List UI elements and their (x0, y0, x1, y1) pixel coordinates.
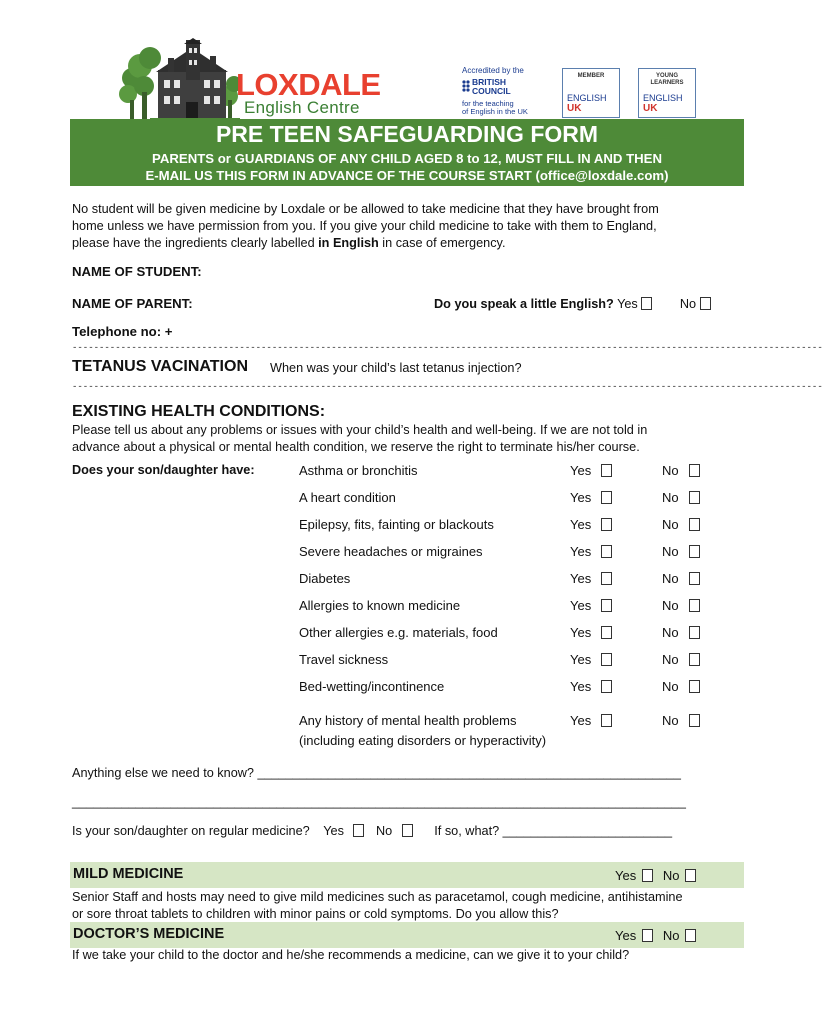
telephone-label: Telephone no: + (72, 324, 173, 339)
english-uk-young-learners-badge: YOUNG LEARNERS ENGLISH UK (638, 68, 696, 118)
condition-no-checkbox[interactable] (689, 491, 700, 504)
anything-else-field[interactable]: Anything else we need to know? ____________________________________________________________ (72, 766, 681, 780)
condition-yes-checkbox[interactable] (601, 653, 612, 666)
british-council-dots-icon (462, 80, 470, 94)
brand-name: LOXDALE (236, 67, 381, 102)
condition-yes-checkbox[interactable] (601, 464, 612, 477)
condition-yes-checkbox[interactable] (601, 518, 612, 531)
condition-yes-checkbox[interactable] (601, 572, 612, 585)
condition-no-checkbox[interactable] (689, 518, 700, 531)
british-council-name: BRITISH COUNCIL (472, 77, 511, 96)
regular-medicine-question: Is your son/daughter on regular medicine? Yes No If so, what? ________________________ (72, 824, 673, 838)
regular-medicine-no-checkbox[interactable] (402, 824, 413, 837)
regular-medicine-yes-checkbox[interactable] (353, 824, 364, 837)
medicine-policy-paragraph: No student will be given medicine by Loxdale or be allowed to take medicine that they have brought from home unless we have permission from you. If you give your child medicine to take with them to England, please have the ingredients clearly labelled in English in case of emergency. (72, 202, 659, 250)
mild-medicine-label: MILD MEDICINE (73, 866, 184, 882)
mild-medicine-paragraph: Senior Staff and hosts may need to give mild medicines such as paracetamol, cough medicine, antihistamine or sore throat tablets to children with minor pains or cold symptoms. Do you allow this? (72, 890, 683, 921)
condition-yes-checkbox[interactable] (601, 626, 612, 639)
mild-medicine-bar: MILD MEDICINE Yes No (70, 862, 744, 888)
condition-yes-checkbox[interactable] (601, 680, 612, 693)
loxdale-logo (120, 38, 380, 122)
speak-english-no-checkbox[interactable] (700, 297, 711, 310)
mental-health-note: (including eating disorders or hyperactivity) (299, 733, 547, 748)
form-instructions: PARENTS or GUARDIANS OF ANY CHILD AGED 8 to 12, MUST FILL IN AND THEN E-MAIL US THIS FORM IN ADVANCE OF THE COURSE START (office@loxdale.com) (145, 151, 669, 183)
condition-no-checkbox[interactable] (689, 680, 700, 693)
brand-subtitle: English Centre (244, 98, 360, 117)
doctors-medicine-bar: DOCTOR’S MEDICINE Yes No (70, 922, 744, 948)
safeguarding-form-page: LOXDALE English Centre Accredited by the BRITISH COUNCIL for the teaching of English in the UK MEMBER ENGLISH UK YOUNG LEARNERS ENGLISH UK PRE TEEN SAFEGUARDING FORM PARENTS or GUARDIANS OF ANY CHILD AGED 8 to 12, MUST FILL IN AND THEN E-MAIL US THIS FORM IN ADVANCE OF THE COURSE START (office@loxdale.com) No student will be given medicine by Loxdale or be allowed to take medicine that they have brought from home unless we have permission from you. If you give your child medicine to take with them to England, please have the ingredients clearly labelled in English in case of emergency. NAME OF STUDENT: NAME OF PARENT: Do you speak a little English? Yes No Telephone no: + ------------------------------------------------------------------------------------------------------------------------------------------- TETANUS VACINATION When was your child’s last tetanus injection? ------------------------------------------------------------------------------------------------------------------------------------------- EXISTING HEALTH CONDITIONS: Please tell us about any problems or issues with your child’s health and well-being. If we are not told in advance about a physical or mental health condition, we reserve the right to terminate his/her course. Does your son/daughter have: Asthma or bronchitis Yes No A heart condition Yes No Epilepsy, fits, fainting or blackouts Yes No Severe headaches or migraines Yes No Diabetes Yes No Allergies to known medicine Yes No Other allergies e.g. materials, food Yes No Travel sickness Yes No Bed-wetting/incontinence Yes No Any history of mental health problems (including eating disorders or hyperactivity) Yes No Anything else we need to know? ____________________________________________________________ _______________________________________________________________________________________ Is your son/daughter on regular medicine? Yes No If so, what? ________________________ MILD MEDICINE Yes No Senior Staff and hosts may need to give mild medicines such as paracetamol, cough medicine, antihistamine or sore throat tablets to children with minor pains or cold symptoms. Do you allow this? DOCTOR’S MEDICINE Yes No If we take your child to the doctor and he/she recommends a medicine, can we give it to your child? (0, 0, 770, 1024)
mild-medicine-yes-checkbox[interactable] (642, 869, 653, 882)
doctors-medicine-yes-checkbox[interactable] (642, 929, 653, 942)
condition-yes-checkbox[interactable] (601, 714, 612, 727)
condition-no-checkbox[interactable] (689, 572, 700, 585)
parent-name-label: NAME OF PARENT: (72, 296, 193, 311)
doctors-medicine-no-checkbox[interactable] (685, 929, 696, 942)
condition-no-checkbox[interactable] (689, 714, 700, 727)
speak-english-question: Do you speak a little English? Yes No (434, 297, 711, 311)
medicine-details-field[interactable]: If so, what? ________________________ (434, 824, 673, 838)
mild-medicine-no-checkbox[interactable] (685, 869, 696, 882)
doctors-medicine-paragraph: If we take your child to the doctor and he/she recommends a medicine, can we give it to your child? (72, 948, 630, 962)
house-trees-icon (120, 38, 240, 122)
teaching-english-text: for the teaching of English in the UK (462, 99, 528, 116)
condition-yes-checkbox[interactable] (601, 545, 612, 558)
doctors-medicine-label: DOCTOR’S MEDICINE (73, 926, 225, 942)
tetanus-question: When was your child’s last tetanus injection? (270, 361, 522, 375)
accredited-text: Accredited by the (462, 66, 524, 75)
condition-no-checkbox[interactable] (689, 653, 700, 666)
health-conditions-heading: EXISTING HEALTH CONDITIONS: (72, 403, 326, 420)
conditions-question: Does your son/daughter have: (72, 463, 255, 477)
speak-english-yes-checkbox[interactable] (641, 297, 652, 310)
condition-yes-checkbox[interactable] (601, 599, 612, 612)
title-banner (70, 119, 744, 186)
condition-yes-checkbox[interactable] (601, 491, 612, 504)
health-conditions-paragraph: Please tell us about any problems or issues with your child’s health and well-being. If we are not told in advance about a physical or mental health condition, we reserve the right to terminate his/her course. (72, 423, 648, 454)
tetanus-label: TETANUS VACINATION (72, 358, 248, 375)
condition-no-checkbox[interactable] (689, 545, 700, 558)
anything-else-continued-field[interactable]: _______________________________________________________________________________________ (72, 795, 686, 809)
form-title: PRE TEEN SAFEGUARDING FORM (215, 121, 599, 147)
english-uk-member-badge: MEMBER ENGLISH UK (562, 68, 620, 118)
condition-no-checkbox[interactable] (689, 626, 700, 639)
student-name-label: NAME OF STUDENT: (72, 264, 202, 279)
divider: ------------------------------------------------------------------------------------------------------------------------------------------- (72, 382, 823, 392)
condition-no-checkbox[interactable] (689, 599, 700, 612)
divider: ------------------------------------------------------------------------------------------------------------------------------------------- (72, 343, 823, 353)
condition-no-checkbox[interactable] (689, 464, 700, 477)
header (0, 38, 770, 122)
